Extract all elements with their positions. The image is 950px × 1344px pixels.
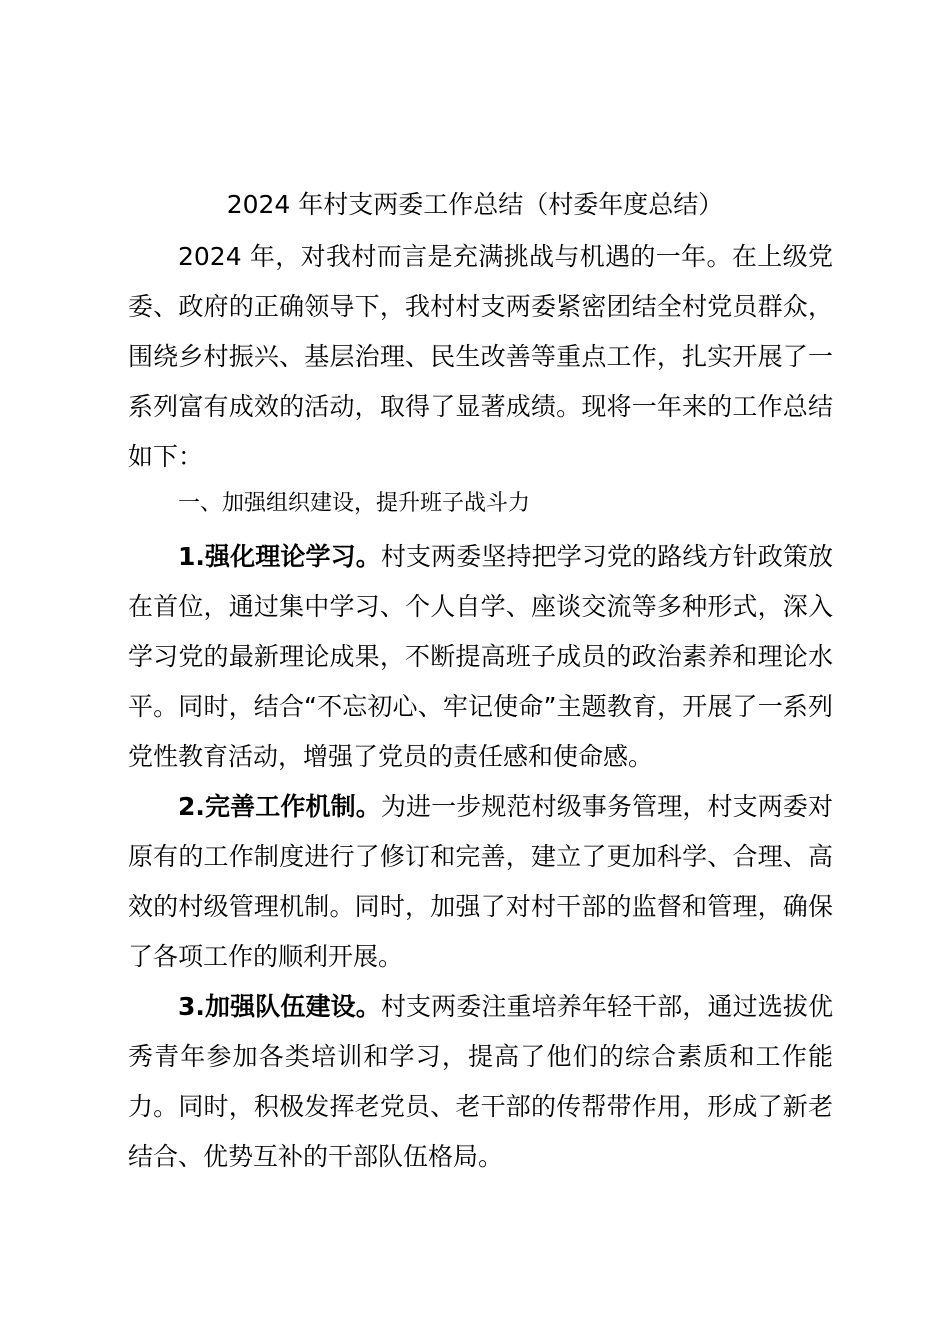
list-item: [128, 982, 833, 1182]
document-title: 2024 年村支两委工作总结（村委年度总结）: [226, 190, 724, 219]
section-heading: 一、加强组织建设，提升班子战斗力: [178, 491, 531, 516]
list-item: [128, 532, 833, 782]
item-text: 为进一步规范村级事务管理，村支两委对原有的工作制度进行了修订和完善，建立了更加科学、合理、高效的村级管理机制。同时，加强了对村干部的监督和管理，确保了各项工作的顺利开展。: [128, 792, 833, 971]
item-text: 村支两委注重培养年轻干部，通过选拔优秀青年参加各类培训和学习，提高了他们的综合素质和工作能力。同时，积极发挥老党员、老干部的传帮带作用，形成了新老结合、优势互补的干部队伍格局。: [128, 992, 833, 1171]
intro-paragraph: 2024 年，对我村而言是充满挑战与机遇的一年。在上级党委、政府的正确领导下，我村村支两委紧密团结全村党员群众，围绕乡村振兴、基层治理、民生改善等重点工作，扎实开展了一系列富有成效的活动，取得了显著成绩。现将一年来的工作总结如下：: [128, 242, 833, 471]
item-lead: 1.强化理论学习。: [178, 542, 381, 571]
item-text: 村支两委坚持把学习党的路线方针政策放在首位，通过集中学习、个人自学、座谈交流等多种形式，深入学习党的最新理论成果，不断提高班子成员的政治素养和理论水平。同时，结合“不忘初心、牢记使命”主题教育，开展了一系列党性教育活动，增强了党员的责任感和使命感。: [128, 542, 833, 771]
list-item: [128, 782, 833, 982]
item-lead: 3.加强队伍建设。: [178, 992, 381, 1021]
item-lead: 2.完善工作机制。: [178, 792, 381, 821]
